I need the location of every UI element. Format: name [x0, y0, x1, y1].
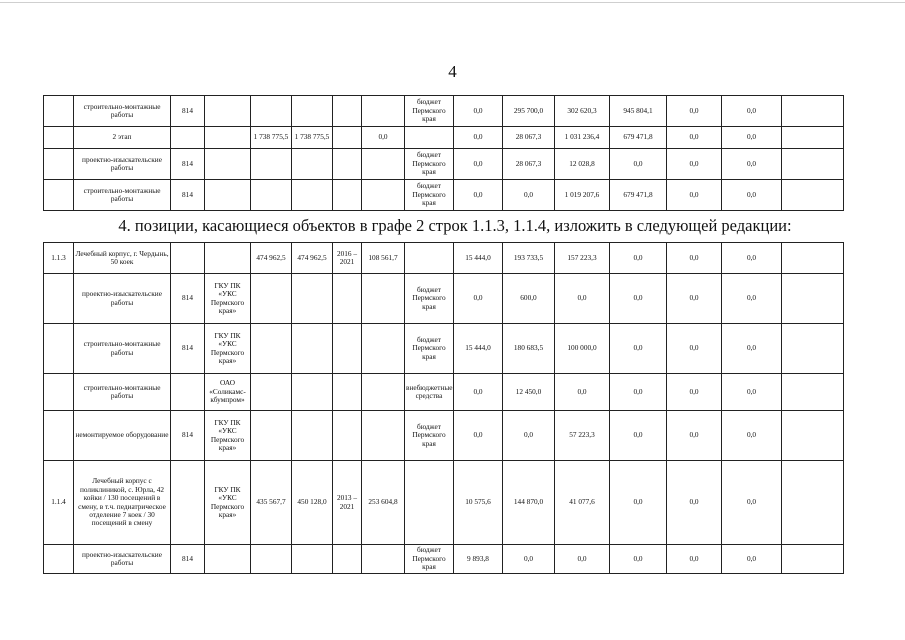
- table-cell: [44, 180, 74, 211]
- table-cell: [782, 545, 844, 574]
- table-cell: [405, 461, 454, 545]
- table-cell: строительно-монтажные работы: [74, 180, 171, 211]
- table-cell: 253 604,8: [362, 461, 405, 545]
- table-cell: 12 028,8: [555, 149, 610, 180]
- table-cell: [251, 180, 292, 211]
- table-cell: бюджет Пермского края: [405, 149, 454, 180]
- bottom-budget-table: [43, 242, 844, 574]
- table-cell: 0,0: [722, 374, 782, 411]
- table-cell: [205, 149, 251, 180]
- table-cell: [205, 127, 251, 149]
- table-cell: [44, 545, 74, 574]
- table-cell: 0,0: [610, 461, 667, 545]
- table-cell: 0,0: [610, 374, 667, 411]
- table-cell: [292, 96, 333, 127]
- table-cell: 474 962,5: [292, 243, 333, 274]
- table-cell: 1.1.4: [44, 461, 74, 545]
- table-cell: 814: [171, 274, 205, 324]
- table-cell: бюджет Пермского края: [405, 96, 454, 127]
- table-cell: 0,0: [454, 149, 503, 180]
- table-cell: 0,0: [667, 324, 722, 374]
- table-cell: 0,0: [454, 96, 503, 127]
- table-row: [44, 243, 844, 274]
- table-cell: [362, 545, 405, 574]
- table-cell: 0,0: [722, 243, 782, 274]
- table-cell: [782, 127, 844, 149]
- table-cell: [44, 274, 74, 324]
- table-row: [44, 461, 844, 545]
- table-cell: 0,0: [722, 324, 782, 374]
- table-cell: ГКУ ПК «УКС Пермского края»: [205, 274, 251, 324]
- table-cell: [44, 96, 74, 127]
- table-cell: ОАО «Соликамс-кбумпром»: [205, 374, 251, 411]
- table-cell: 0,0: [667, 127, 722, 149]
- table-cell: [205, 96, 251, 127]
- table-cell: строительно-монтажные работы: [74, 96, 171, 127]
- table-cell: Лечебный корпус с поликлиникой, с. Юрла, 42 койки / 130 посещений в смену, в т.ч. педиатрическое отделение 7 коек / 30 посещений в смену: [74, 461, 171, 545]
- table-cell: бюджет Пермского края: [405, 274, 454, 324]
- table-row: [44, 127, 844, 149]
- table-cell: [333, 274, 362, 324]
- table-cell: [44, 149, 74, 180]
- table-cell: 0,0: [722, 411, 782, 461]
- table-cell: 0,0: [610, 324, 667, 374]
- table-cell: проектно-изыскательские работы: [74, 545, 171, 574]
- table-cell: [405, 243, 454, 274]
- table-cell: 0,0: [503, 180, 555, 211]
- table-cell: [44, 324, 74, 374]
- table-cell: [333, 374, 362, 411]
- table-cell: 0,0: [610, 243, 667, 274]
- table-cell: 0,0: [555, 274, 610, 324]
- table-cell: 193 733,5: [503, 243, 555, 274]
- table-cell: [333, 411, 362, 461]
- table-row: [44, 545, 844, 574]
- table-cell: 0,0: [667, 96, 722, 127]
- table-cell: 814: [171, 545, 205, 574]
- table-cell: 0,0: [722, 149, 782, 180]
- table-cell: [292, 411, 333, 461]
- table-row: [44, 149, 844, 180]
- table-cell: [292, 180, 333, 211]
- table-cell: 0,0: [667, 149, 722, 180]
- table-cell: 1 738 775,5: [251, 127, 292, 149]
- table-cell: 435 567,7: [251, 461, 292, 545]
- table-cell: 15 444,0: [454, 324, 503, 374]
- table-cell: 474 962,5: [251, 243, 292, 274]
- table-cell: [333, 180, 362, 211]
- table-cell: 0,0: [667, 411, 722, 461]
- table-cell: [782, 149, 844, 180]
- table-cell: [292, 324, 333, 374]
- table-cell: Лечебный корпус, г. Чердынь, 50 коек: [74, 243, 171, 274]
- table-cell: 0,0: [722, 96, 782, 127]
- table-cell: [333, 96, 362, 127]
- table-cell: ГКУ ПК «УКС Пермского края»: [205, 411, 251, 461]
- table-cell: бюджет Пермского края: [405, 411, 454, 461]
- table-cell: 28 067,3: [503, 127, 555, 149]
- table-cell: 945 804,1: [610, 96, 667, 127]
- table-cell: [782, 461, 844, 545]
- table-cell: 0,0: [454, 411, 503, 461]
- table-cell: 144 870,0: [503, 461, 555, 545]
- table-cell: 180 683,5: [503, 324, 555, 374]
- table-cell: [205, 545, 251, 574]
- table-cell: бюджет Пермского края: [405, 180, 454, 211]
- table-cell: 0,0: [555, 545, 610, 574]
- table-cell: 0,0: [454, 180, 503, 211]
- table-cell: [292, 149, 333, 180]
- table-row: [44, 324, 844, 374]
- table-cell: [362, 411, 405, 461]
- table-cell: 0,0: [454, 374, 503, 411]
- table-cell: 157 223,3: [555, 243, 610, 274]
- table-cell: 0,0: [454, 274, 503, 324]
- table-cell: 9 893,8: [454, 545, 503, 574]
- table-cell: [782, 324, 844, 374]
- table-cell: 0,0: [722, 545, 782, 574]
- table-cell: 15 444,0: [454, 243, 503, 274]
- table-cell: [782, 180, 844, 211]
- table-cell: 0,0: [362, 127, 405, 149]
- table-cell: 0,0: [722, 127, 782, 149]
- table-cell: 0,0: [667, 461, 722, 545]
- table-cell: 814: [171, 324, 205, 374]
- scan-edge-line: [0, 2, 905, 3]
- table-cell: немонтируемое оборудование: [74, 411, 171, 461]
- table-row: [44, 96, 844, 127]
- table-cell: 0,0: [503, 411, 555, 461]
- table-cell: [362, 180, 405, 211]
- table-cell: 0,0: [454, 127, 503, 149]
- table-cell: [251, 149, 292, 180]
- table-cell: 1 738 775,5: [292, 127, 333, 149]
- table-cell: [171, 374, 205, 411]
- table-cell: [782, 274, 844, 324]
- table-cell: 0,0: [610, 149, 667, 180]
- table-cell: [362, 374, 405, 411]
- table-cell: 100 000,0: [555, 324, 610, 374]
- table-cell: 814: [171, 96, 205, 127]
- section-heading: 4. позиции, касающиеся объектов в графе 2 строк 1.1.3, 1.1.4, изложить в следующей редакции:: [118, 216, 792, 235]
- table-cell: 0,0: [555, 374, 610, 411]
- table-cell: 12 450,0: [503, 374, 555, 411]
- table-cell: 0,0: [610, 411, 667, 461]
- table-row: [44, 374, 844, 411]
- table-cell: 108 561,7: [362, 243, 405, 274]
- table-cell: 814: [171, 149, 205, 180]
- table-cell: [171, 243, 205, 274]
- table-cell: 0,0: [610, 545, 667, 574]
- table-cell: 57 223,3: [555, 411, 610, 461]
- table-cell: 1 019 207,6: [555, 180, 610, 211]
- table-cell: [44, 374, 74, 411]
- table-cell: [782, 374, 844, 411]
- table-cell: [782, 96, 844, 127]
- table-cell: 450 128,0: [292, 461, 333, 545]
- table-row: [44, 180, 844, 211]
- table-cell: [292, 545, 333, 574]
- table-row: [44, 411, 844, 461]
- table-cell: 1.1.3: [44, 243, 74, 274]
- table-cell: [171, 127, 205, 149]
- table-cell: [362, 96, 405, 127]
- table-cell: ГКУ ПК «УКС Пермского края»: [205, 324, 251, 374]
- table-cell: [251, 96, 292, 127]
- page-number: 4: [448, 62, 457, 81]
- table-cell: [333, 545, 362, 574]
- table-cell: 679 471,8: [610, 180, 667, 211]
- table-cell: 41 077,6: [555, 461, 610, 545]
- table-cell: [405, 127, 454, 149]
- table-cell: 600,0: [503, 274, 555, 324]
- table-cell: 0,0: [722, 180, 782, 211]
- table-cell: ГКУ ПК «УКС Пермского края»: [205, 461, 251, 545]
- table-cell: [292, 374, 333, 411]
- table-cell: проектно-изыскательские работы: [74, 149, 171, 180]
- table-cell: 1 031 236,4: [555, 127, 610, 149]
- table-row: [44, 274, 844, 324]
- table-cell: [251, 545, 292, 574]
- table-cell: 0,0: [667, 274, 722, 324]
- table-cell: 0,0: [610, 274, 667, 324]
- table-cell: 679 471,8: [610, 127, 667, 149]
- table-cell: [44, 127, 74, 149]
- table-cell: 0,0: [667, 374, 722, 411]
- table-cell: [333, 149, 362, 180]
- table-cell: [44, 411, 74, 461]
- table-cell: 2013 – 2021: [333, 461, 362, 545]
- table-cell: [205, 243, 251, 274]
- table-cell: [782, 411, 844, 461]
- table-cell: 28 067,3: [503, 149, 555, 180]
- table-cell: проектно-изыскательские работы: [74, 274, 171, 324]
- table-cell: [362, 274, 405, 324]
- table-cell: 0,0: [667, 243, 722, 274]
- table-cell: [333, 324, 362, 374]
- table-cell: строительно-монтажные работы: [74, 374, 171, 411]
- table-cell: бюджет Пермского края: [405, 545, 454, 574]
- top-budget-table: [43, 95, 844, 211]
- table-cell: [362, 324, 405, 374]
- table-cell: [333, 127, 362, 149]
- table-cell: 0,0: [667, 545, 722, 574]
- table-cell: 10 575,6: [454, 461, 503, 545]
- table-cell: строительно-монтажные работы: [74, 324, 171, 374]
- table-cell: [251, 324, 292, 374]
- table-cell: бюджет Пермского края: [405, 324, 454, 374]
- table-cell: 2016 – 2021: [333, 243, 362, 274]
- table-cell: [292, 274, 333, 324]
- table-cell: 814: [171, 411, 205, 461]
- table-cell: 814: [171, 180, 205, 211]
- table-cell: 0,0: [667, 180, 722, 211]
- table-cell: внебюджетные средства: [405, 374, 454, 411]
- table-cell: [251, 374, 292, 411]
- table-cell: 302 620,3: [555, 96, 610, 127]
- table-cell: 2 этап: [74, 127, 171, 149]
- table-cell: 0,0: [722, 461, 782, 545]
- table-cell: 0,0: [503, 545, 555, 574]
- table-cell: [782, 243, 844, 274]
- table-cell: [362, 149, 405, 180]
- table-cell: 295 700,0: [503, 96, 555, 127]
- table-cell: [251, 411, 292, 461]
- table-cell: [251, 274, 292, 324]
- table-cell: 0,0: [722, 274, 782, 324]
- table-cell: [205, 180, 251, 211]
- table-cell: [171, 461, 205, 545]
